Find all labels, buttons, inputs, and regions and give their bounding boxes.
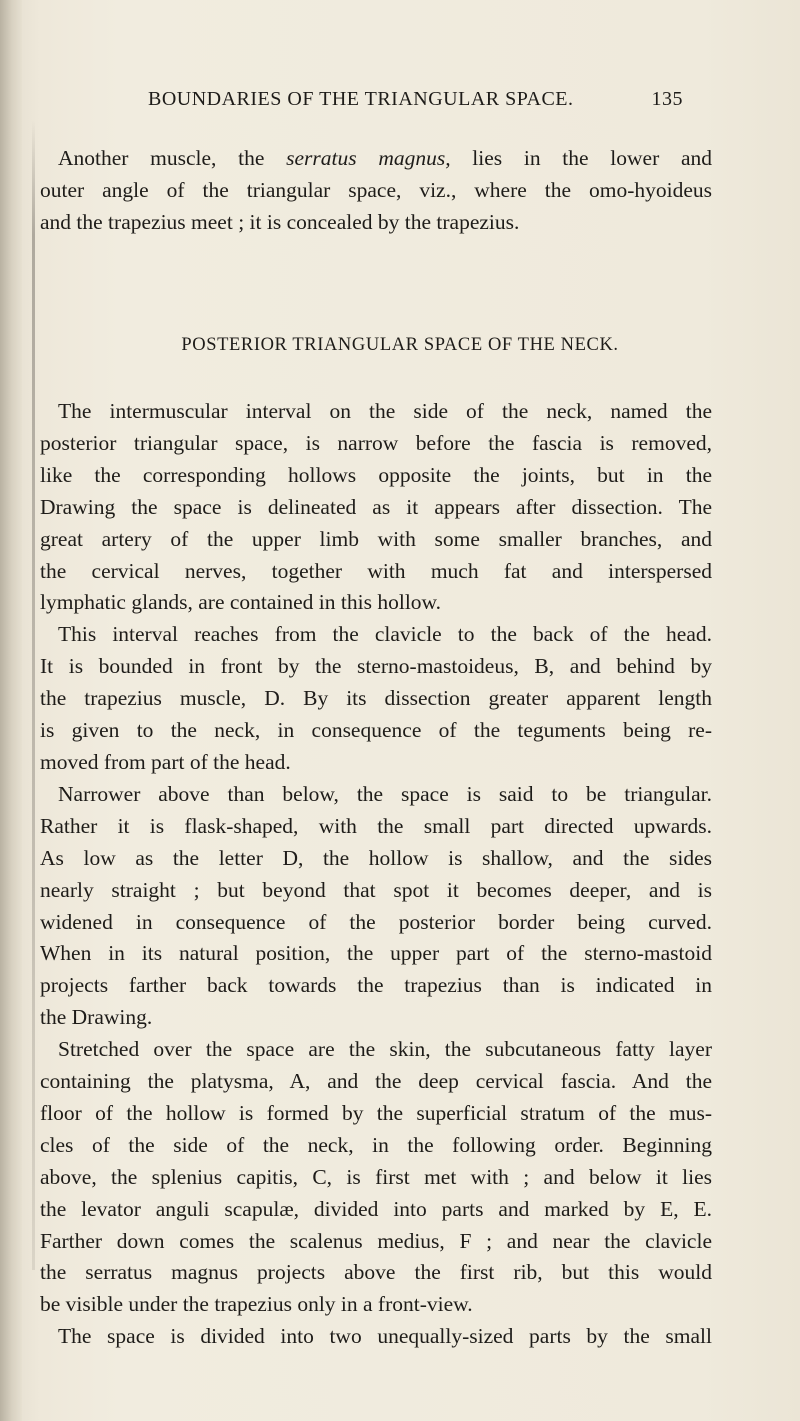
intro-paragraph bbox=[40, 143, 712, 239]
text-line: moved from part of the head. bbox=[40, 749, 291, 774]
paragraph bbox=[40, 1034, 712, 1321]
text-line bbox=[40, 143, 712, 175]
paragraph bbox=[40, 779, 712, 1034]
page-edge-shadow bbox=[32, 120, 35, 1270]
text-line: lymphatic glands, are contained in this hollow. bbox=[40, 590, 442, 615]
text-line: containing the platysma, A, and the deep cervical fascia. And the bbox=[40, 1069, 712, 1094]
running-header bbox=[148, 88, 683, 118]
text-line: the levator anguli scapulæ, divided into parts and marked by E, E. bbox=[40, 1196, 712, 1221]
text-line: above, the splenius capitis, C, is first met with ; and below it lies bbox=[40, 1164, 712, 1189]
text-line: cles of the side of the neck, in the following order. Beginning bbox=[40, 1132, 712, 1157]
page-number: 135 bbox=[651, 88, 683, 110]
text-line: Farther down comes the scalenus medius, F ; and near the clavicle bbox=[40, 1228, 712, 1253]
text-line: great artery of the upper limb with some smaller branches, and bbox=[40, 526, 712, 551]
body-text bbox=[40, 396, 712, 1353]
text-line: outer angle of the triangular space, viz., where the omo-hyoideus bbox=[40, 177, 712, 202]
text-line: floor of the hollow is formed by the superficial stratum of the mus- bbox=[40, 1100, 712, 1125]
binding-gutter bbox=[0, 0, 22, 1421]
header-title: BOUNDARIES OF THE TRIANGULAR SPACE. bbox=[148, 88, 574, 110]
text-line: the cervical nerves, together with much fat and interspersed bbox=[40, 558, 712, 583]
text-line: Narrower above than below, the space is said to be triangular. bbox=[58, 781, 712, 806]
paragraph bbox=[40, 396, 712, 619]
paragraph bbox=[40, 1321, 712, 1353]
text-line: When in its natural position, the upper part of the sterno-mastoid bbox=[40, 941, 712, 966]
text-line: is given to the neck, in consequence of the teguments being re- bbox=[40, 718, 712, 743]
text-line: nearly straight ; but beyond that spot it becomes deeper, and is bbox=[40, 877, 712, 902]
text-run: Another muscle, the bbox=[58, 146, 287, 170]
text-line: Drawing the space is delineated as it appears after dissection. The bbox=[40, 494, 712, 519]
text-line: the serratus magnus projects above the first rib, but this would bbox=[40, 1260, 712, 1285]
text-line: The intermuscular interval on the side of the neck, named the bbox=[58, 399, 712, 423]
text-line: widened in consequence of the posterior border being curved. bbox=[40, 909, 712, 934]
text-line: the Drawing. bbox=[40, 1005, 153, 1030]
section-heading: POSTERIOR TRIANGULAR SPACE OF THE NECK. bbox=[181, 335, 619, 355]
text-line: Stretched over the space are the skin, the subcutaneous fatty layer bbox=[58, 1037, 712, 1062]
text-line: be visible under the trapezius only in a front-view. bbox=[40, 1292, 473, 1317]
text-run: lies in the lower and bbox=[450, 146, 712, 170]
paragraph bbox=[40, 619, 712, 779]
text-line: The space is divided into two unequally-sized parts by the small bbox=[58, 1324, 712, 1349]
text-line: As low as the letter D, the hollow is shallow, and the sides bbox=[40, 845, 712, 870]
text-line: like the corresponding hollows opposite the joints, but in the bbox=[40, 462, 712, 487]
text-line: Rather it is flask-shaped, with the small part directed upwards. bbox=[40, 813, 712, 838]
text-line: posterior triangular space, is narrow before the fascia is removed, bbox=[40, 430, 712, 455]
italic-term: serratus magnus, bbox=[286, 146, 451, 170]
text-line: This interval reaches from the clavicle to the back of the head. bbox=[58, 622, 712, 647]
text-line: and the trapezius meet ; it is concealed by the trapezius. bbox=[40, 209, 520, 234]
text-line: projects farther back towards the trapezius than is indicated in bbox=[40, 973, 712, 998]
text-line: It is bounded in front by the sterno-mastoideus, B, and behind by bbox=[40, 654, 712, 679]
text-line: the trapezius muscle, D. By its dissection greater apparent length bbox=[40, 686, 712, 711]
